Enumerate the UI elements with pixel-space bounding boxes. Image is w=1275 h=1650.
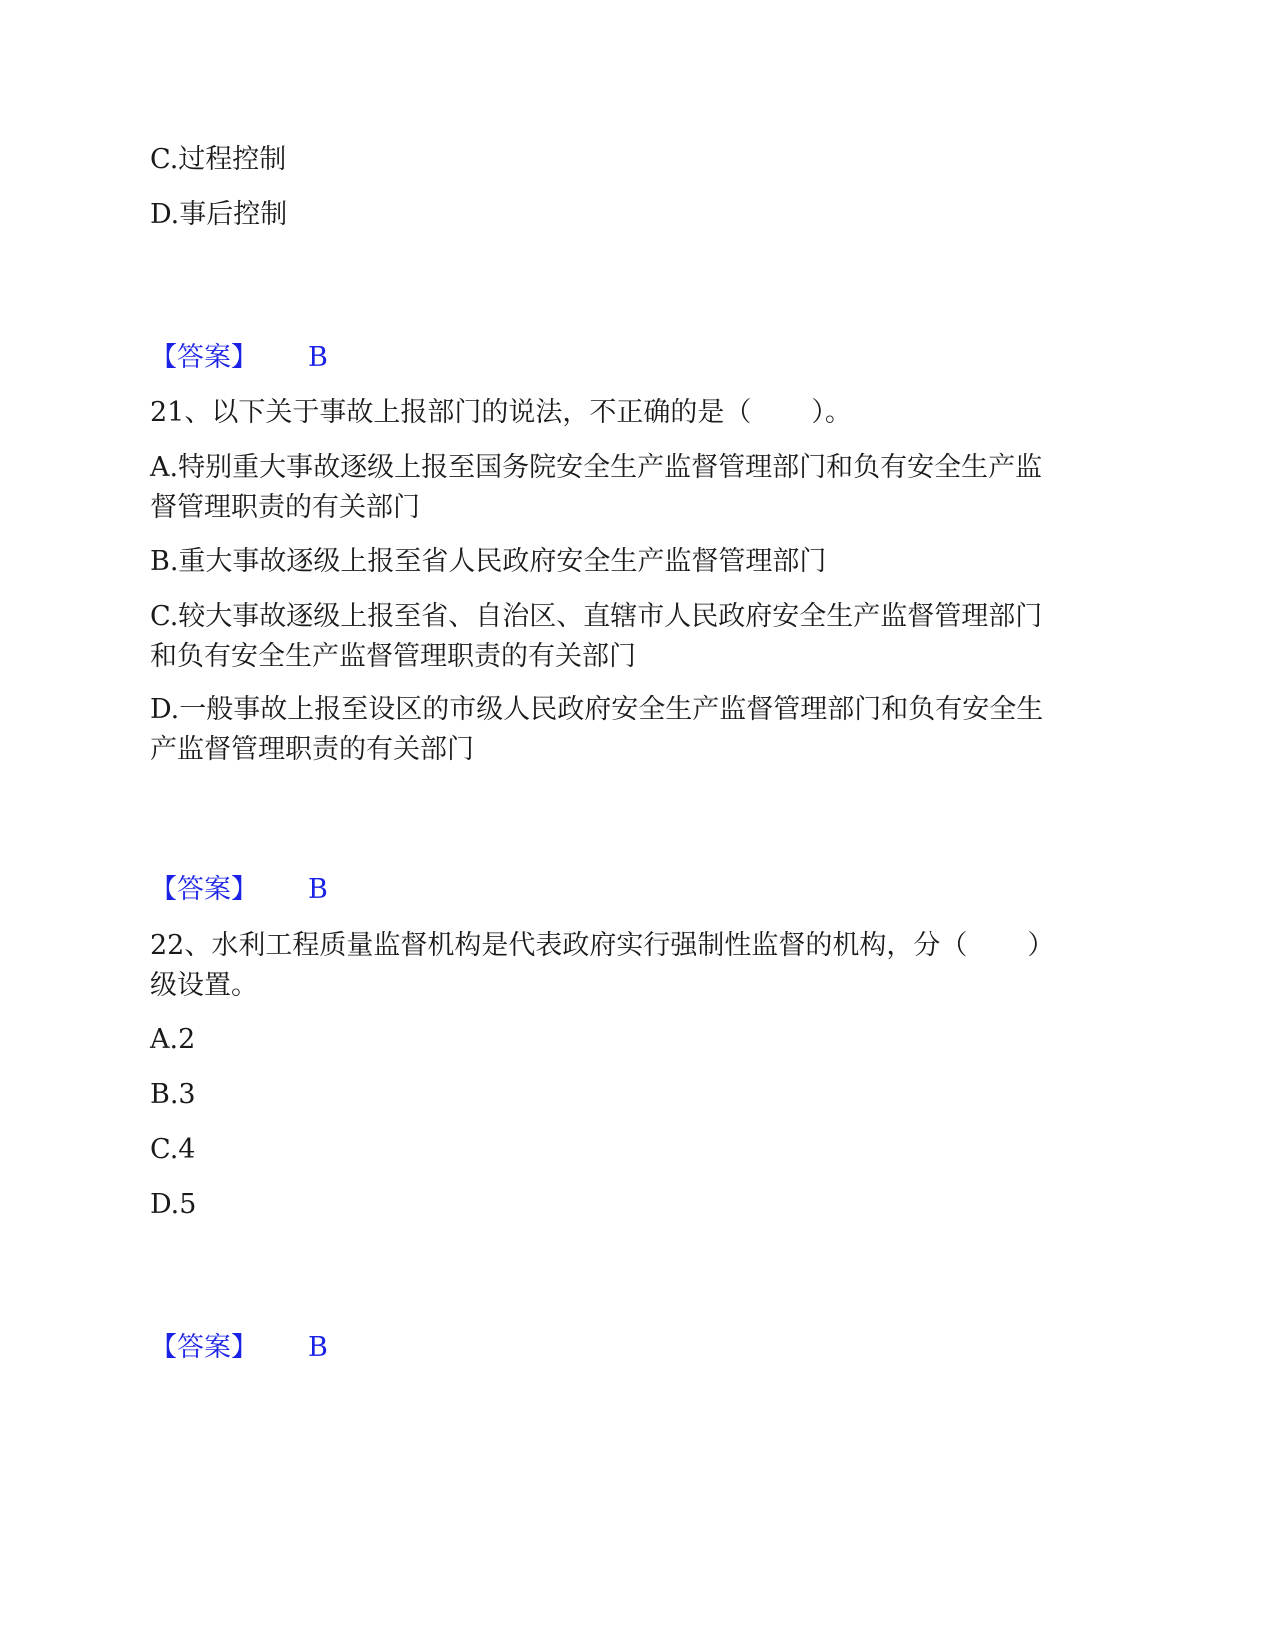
question-21-stem-text: 21、以下关于事故上报部门的说法，不正确的是（ (150, 397, 752, 428)
answer-label: 【答案】 (150, 1332, 258, 1363)
question-21-option-a: A.特别重大事故逐级上报至国务院安全生产监督管理部门和负有安全生产监 (150, 452, 1043, 483)
question-21-option-d: D.一般事故上报至设区的市级人民政府安全生产监督管理部门和负有安全生 (150, 694, 1044, 725)
answer-value: B (308, 874, 328, 905)
question-22-option-b: B.3 (150, 1079, 196, 1110)
answer-value: B (308, 1332, 328, 1363)
question-21-stem (150, 393, 1110, 433)
question-22-option-a: A.2 (150, 1024, 196, 1055)
answer-prev (150, 338, 1110, 378)
answer-label: 【答案】 (150, 874, 258, 905)
question-21-stem-end: ）。 (811, 397, 852, 428)
question-22-option-d: D.5 (150, 1189, 197, 1220)
question-22-stem (150, 926, 1110, 966)
answer-label: 【答案】 (150, 342, 258, 373)
question-22-option-c: C.4 (150, 1134, 196, 1165)
option-d-prev: D.事后控制 (150, 199, 288, 230)
question-22-answer (150, 1328, 1110, 1368)
question-21-option-c: C.较大事故逐级上报至省、自治区、直辖市人民政府安全生产监督管理部门 (150, 601, 1043, 632)
question-22-stem-end: ） (1027, 930, 1055, 961)
question-21-answer (150, 870, 1110, 910)
question-22-stem-cont: 级设置。 (150, 970, 258, 1001)
question-21-option-d-cont: 产监督管理职责的有关部门 (150, 734, 474, 765)
question-22-stem-text: 22、水利工程质量监督机构是代表政府实行强制性监督的机构，分（ (150, 930, 968, 961)
answer-value: B (308, 342, 328, 373)
question-21-option-c-cont: 和负有安全生产监督管理职责的有关部门 (150, 641, 636, 672)
question-21-option-b: B.重大事故逐级上报至省人民政府安全生产监督管理部门 (150, 546, 827, 577)
question-21-option-a-cont: 督管理职责的有关部门 (150, 492, 420, 523)
option-c-prev: C.过程控制 (150, 144, 287, 175)
